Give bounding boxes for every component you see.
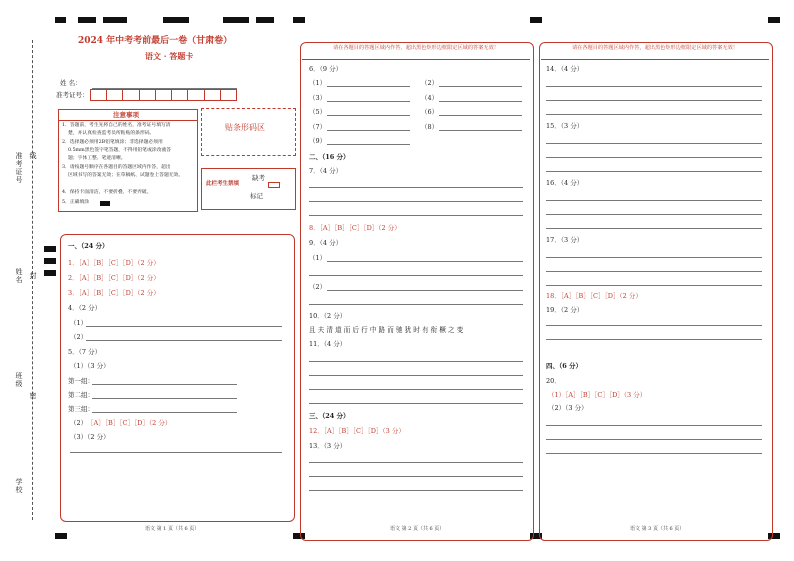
answer-line[interactable] bbox=[309, 403, 523, 404]
answer-line[interactable] bbox=[546, 439, 762, 440]
side-school: 学校 bbox=[15, 478, 23, 494]
q6-sub-9: （9） bbox=[309, 137, 327, 145]
q5-sub-3: （3）（2 分） bbox=[70, 433, 110, 441]
answer-line[interactable] bbox=[546, 257, 762, 258]
q10-text[interactable]: 且 夫 清 道 而 后 行 中 路 而 驰 犹 时 有 衔 橛 之 变 bbox=[309, 326, 464, 334]
exam-id-label: 准考证号： bbox=[56, 91, 89, 99]
answer-line[interactable] bbox=[327, 130, 410, 131]
answer-line[interactable] bbox=[546, 425, 762, 426]
answer-line[interactable] bbox=[309, 275, 523, 276]
q18-options[interactable]: 18．［A］［B］［C］［D］（2 分） bbox=[546, 292, 642, 300]
q1-options[interactable]: 1．［A］［B］［C］［D］（2 分） bbox=[68, 259, 160, 267]
q13-label: 13．（3 分） bbox=[309, 442, 347, 450]
q4-label: 4．（2 分） bbox=[68, 304, 102, 312]
answer-box-page2 bbox=[300, 42, 534, 541]
q5-sub-2: （2） bbox=[70, 419, 88, 427]
page-footer: 语文 第 2 页（共 6 页） bbox=[390, 526, 445, 532]
q6-sub-1: （1） bbox=[309, 79, 327, 87]
answer-line[interactable] bbox=[327, 290, 523, 291]
notes-item: 楚，并认真检查监考员所粘贴的条形码。 bbox=[68, 131, 155, 136]
answer-line[interactable] bbox=[86, 326, 282, 327]
answer-line[interactable] bbox=[92, 412, 237, 413]
answer-line[interactable] bbox=[546, 453, 762, 454]
group-2-label: 第二组： bbox=[68, 391, 94, 399]
barcode-area bbox=[201, 108, 296, 156]
answer-line[interactable] bbox=[546, 114, 762, 115]
q6-sub-6: （6） bbox=[421, 108, 439, 116]
answer-line[interactable] bbox=[546, 339, 762, 340]
answer-line[interactable] bbox=[546, 157, 762, 158]
q19-label: 19．（2 分） bbox=[546, 306, 584, 314]
q6-sub-8: （8） bbox=[421, 123, 439, 131]
absent-mark-bottom: 标记 bbox=[250, 192, 263, 200]
q17-label: 17．（3 分） bbox=[546, 236, 584, 244]
answer-line[interactable] bbox=[546, 171, 762, 172]
page-footer: 语文 第 3 页（共 6 页） bbox=[630, 526, 685, 532]
answer-line[interactable] bbox=[546, 325, 762, 326]
absent-label: 此栏考生禁填 bbox=[206, 181, 240, 187]
timing-mark bbox=[44, 258, 56, 264]
notes-item: 区域书写的答案无效；在草稿纸、试题卷上答题无效。 bbox=[68, 173, 184, 178]
timing-mark bbox=[103, 17, 127, 23]
q20-label: 20． bbox=[546, 377, 561, 385]
q11-label: 11．（4 分） bbox=[309, 340, 347, 348]
answer-line[interactable] bbox=[327, 261, 523, 262]
name-label: 姓 名： bbox=[60, 79, 82, 87]
page-title: 2024 年中考考前最后一卷（甘肃卷） bbox=[78, 36, 233, 46]
answer-line[interactable] bbox=[309, 304, 523, 305]
group-3-label: 第三组： bbox=[68, 405, 94, 413]
warning-notice: 请在各题目的答题区域内作答，超出黑色矩形边框限定区域的答案无效！ bbox=[571, 45, 738, 51]
side-class: 班级 bbox=[15, 372, 23, 388]
answer-line[interactable] bbox=[309, 389, 523, 390]
q9-label: 9．（4 分） bbox=[309, 239, 343, 247]
notes-item: 题；字体工整、笔迹清晰。 bbox=[68, 156, 126, 161]
answer-line[interactable] bbox=[86, 340, 282, 341]
q2-options[interactable]: 2．［A］［B］［C］［D］（2 分） bbox=[68, 274, 160, 282]
q9-sub-1: （1） bbox=[309, 254, 327, 262]
absent-checkbox[interactable] bbox=[268, 182, 280, 188]
absent-box bbox=[201, 168, 296, 210]
timing-mark bbox=[256, 17, 274, 23]
group-1-label: 第一组： bbox=[68, 377, 94, 385]
answer-line[interactable] bbox=[439, 130, 522, 131]
divider bbox=[58, 120, 197, 121]
answer-line[interactable] bbox=[546, 271, 762, 272]
answer-line[interactable] bbox=[546, 86, 762, 87]
q7-label: 7．（4 分） bbox=[309, 167, 343, 175]
q6-sub-5: （5） bbox=[309, 108, 327, 116]
section-2-title: 二、（16 分） bbox=[309, 153, 350, 161]
answer-line[interactable] bbox=[92, 384, 237, 385]
q5-sub-2-options[interactable]: ［A］［B］［C］［D］（2 分） bbox=[87, 419, 172, 427]
answer-line[interactable] bbox=[327, 101, 410, 102]
answer-line[interactable] bbox=[546, 200, 762, 201]
answer-line[interactable] bbox=[546, 214, 762, 215]
q6-sub-4: （4） bbox=[421, 94, 439, 102]
answer-line[interactable] bbox=[546, 285, 762, 286]
q5-sub-1: （1）（3 分） bbox=[70, 362, 110, 370]
q14-label: 14．（4 分） bbox=[546, 65, 584, 73]
timing-mark bbox=[44, 270, 56, 276]
answer-line[interactable] bbox=[327, 86, 410, 87]
barcode-label: 贴条形码区 bbox=[225, 123, 265, 132]
section-4-title: 四、（6 分） bbox=[546, 362, 583, 370]
page-subtitle: 语文 · 答题卡 bbox=[145, 51, 194, 61]
answer-line[interactable] bbox=[309, 375, 523, 376]
answer-line[interactable] bbox=[546, 100, 762, 101]
q6-label: 6．（9 分） bbox=[309, 65, 343, 73]
page-footer: 语文 第 1 页（共 6 页） bbox=[145, 526, 200, 532]
timing-mark bbox=[293, 17, 305, 23]
answer-line[interactable] bbox=[439, 115, 522, 116]
timing-mark bbox=[55, 17, 66, 23]
answer-line[interactable] bbox=[309, 462, 523, 463]
side-secret: 密 bbox=[29, 392, 37, 400]
notes-item: 3．请按题号顺序在各题目的答题区域内作答，超出 bbox=[62, 165, 171, 170]
q15-label: 15．（3 分） bbox=[546, 122, 584, 130]
absent-mark-top: 缺考 bbox=[252, 174, 265, 182]
q5-label: 5．（7 分） bbox=[68, 348, 102, 356]
answer-line[interactable] bbox=[546, 143, 762, 144]
q6-sub-3: （3） bbox=[309, 94, 327, 102]
q4-sub-1: （1） bbox=[70, 319, 88, 327]
side-exam-id: 准考证号 bbox=[15, 152, 23, 184]
exam-id-boxes[interactable] bbox=[90, 89, 237, 101]
answer-line[interactable] bbox=[309, 361, 523, 362]
side-name: 姓名 bbox=[15, 268, 23, 284]
q20-sub-2: （2）（3 分） bbox=[548, 404, 588, 412]
side-seal: 封 bbox=[29, 272, 37, 280]
notes-item: 5．正确填涂 bbox=[62, 200, 90, 205]
q12-options[interactable]: 12．［A］［B］［C］［D］（3 分） bbox=[309, 427, 405, 435]
warning-notice: 请在各题目的答题区域内作答，超出黑色矩形边框限定区域的答案无效！ bbox=[332, 45, 499, 51]
timing-mark bbox=[55, 533, 67, 539]
q9-sub-2: （2） bbox=[309, 283, 327, 291]
answer-line[interactable] bbox=[439, 86, 522, 87]
q16-label: 16．（4 分） bbox=[546, 179, 584, 187]
q6-sub-2: （2） bbox=[421, 79, 439, 87]
answer-line[interactable] bbox=[92, 398, 237, 399]
answer-line[interactable] bbox=[309, 187, 523, 188]
timing-mark bbox=[163, 17, 189, 23]
answer-line[interactable] bbox=[309, 201, 523, 202]
divider bbox=[302, 59, 530, 60]
notes-title: 注意事项 bbox=[113, 111, 139, 119]
timing-mark bbox=[530, 17, 542, 23]
answer-line[interactable] bbox=[327, 144, 410, 145]
q10-label: 10．（2 分） bbox=[309, 312, 347, 320]
answer-line[interactable] bbox=[546, 228, 762, 229]
fill-sample bbox=[100, 201, 110, 206]
binding-line bbox=[32, 40, 33, 520]
notes-item: 2．选择题必须用2B铅笔填涂；非选择题必须用 bbox=[62, 140, 163, 145]
divider bbox=[541, 59, 769, 60]
answer-line[interactable] bbox=[327, 115, 410, 116]
timing-mark bbox=[768, 17, 780, 23]
timing-mark bbox=[78, 17, 96, 23]
answer-line[interactable] bbox=[309, 490, 523, 491]
notes-item: 4．保持卡面清洁，不要折叠、不要弄破。 bbox=[62, 190, 152, 195]
side-line: 线 bbox=[29, 152, 37, 160]
timing-mark bbox=[44, 246, 56, 252]
q8-options[interactable]: 8．［A］［B］［C］［D］（2 分） bbox=[309, 224, 401, 232]
answer-line[interactable] bbox=[309, 215, 523, 216]
section-1-title: 一、（24 分） bbox=[68, 242, 109, 250]
q3-options[interactable]: 3．［A］［B］［C］［D］（2 分） bbox=[68, 289, 160, 297]
section-3-title: 三、（24 分） bbox=[309, 412, 350, 420]
notes-item: 0.5mm黑色签字笔答题，不得用铅笔或涂改液答 bbox=[68, 148, 172, 153]
answer-line[interactable] bbox=[70, 452, 282, 453]
answer-line[interactable] bbox=[309, 476, 523, 477]
q20-sub-1-options[interactable]: （1）［A］［B］［C］［D］（3 分） bbox=[548, 391, 647, 399]
q4-sub-2: （2） bbox=[70, 333, 88, 341]
notes-item: 1．答题前，考生先将自己的姓名，准考证号填写清 bbox=[62, 123, 171, 128]
timing-mark bbox=[223, 17, 249, 23]
answer-line[interactable] bbox=[439, 101, 522, 102]
q6-sub-7: （7） bbox=[309, 123, 327, 131]
